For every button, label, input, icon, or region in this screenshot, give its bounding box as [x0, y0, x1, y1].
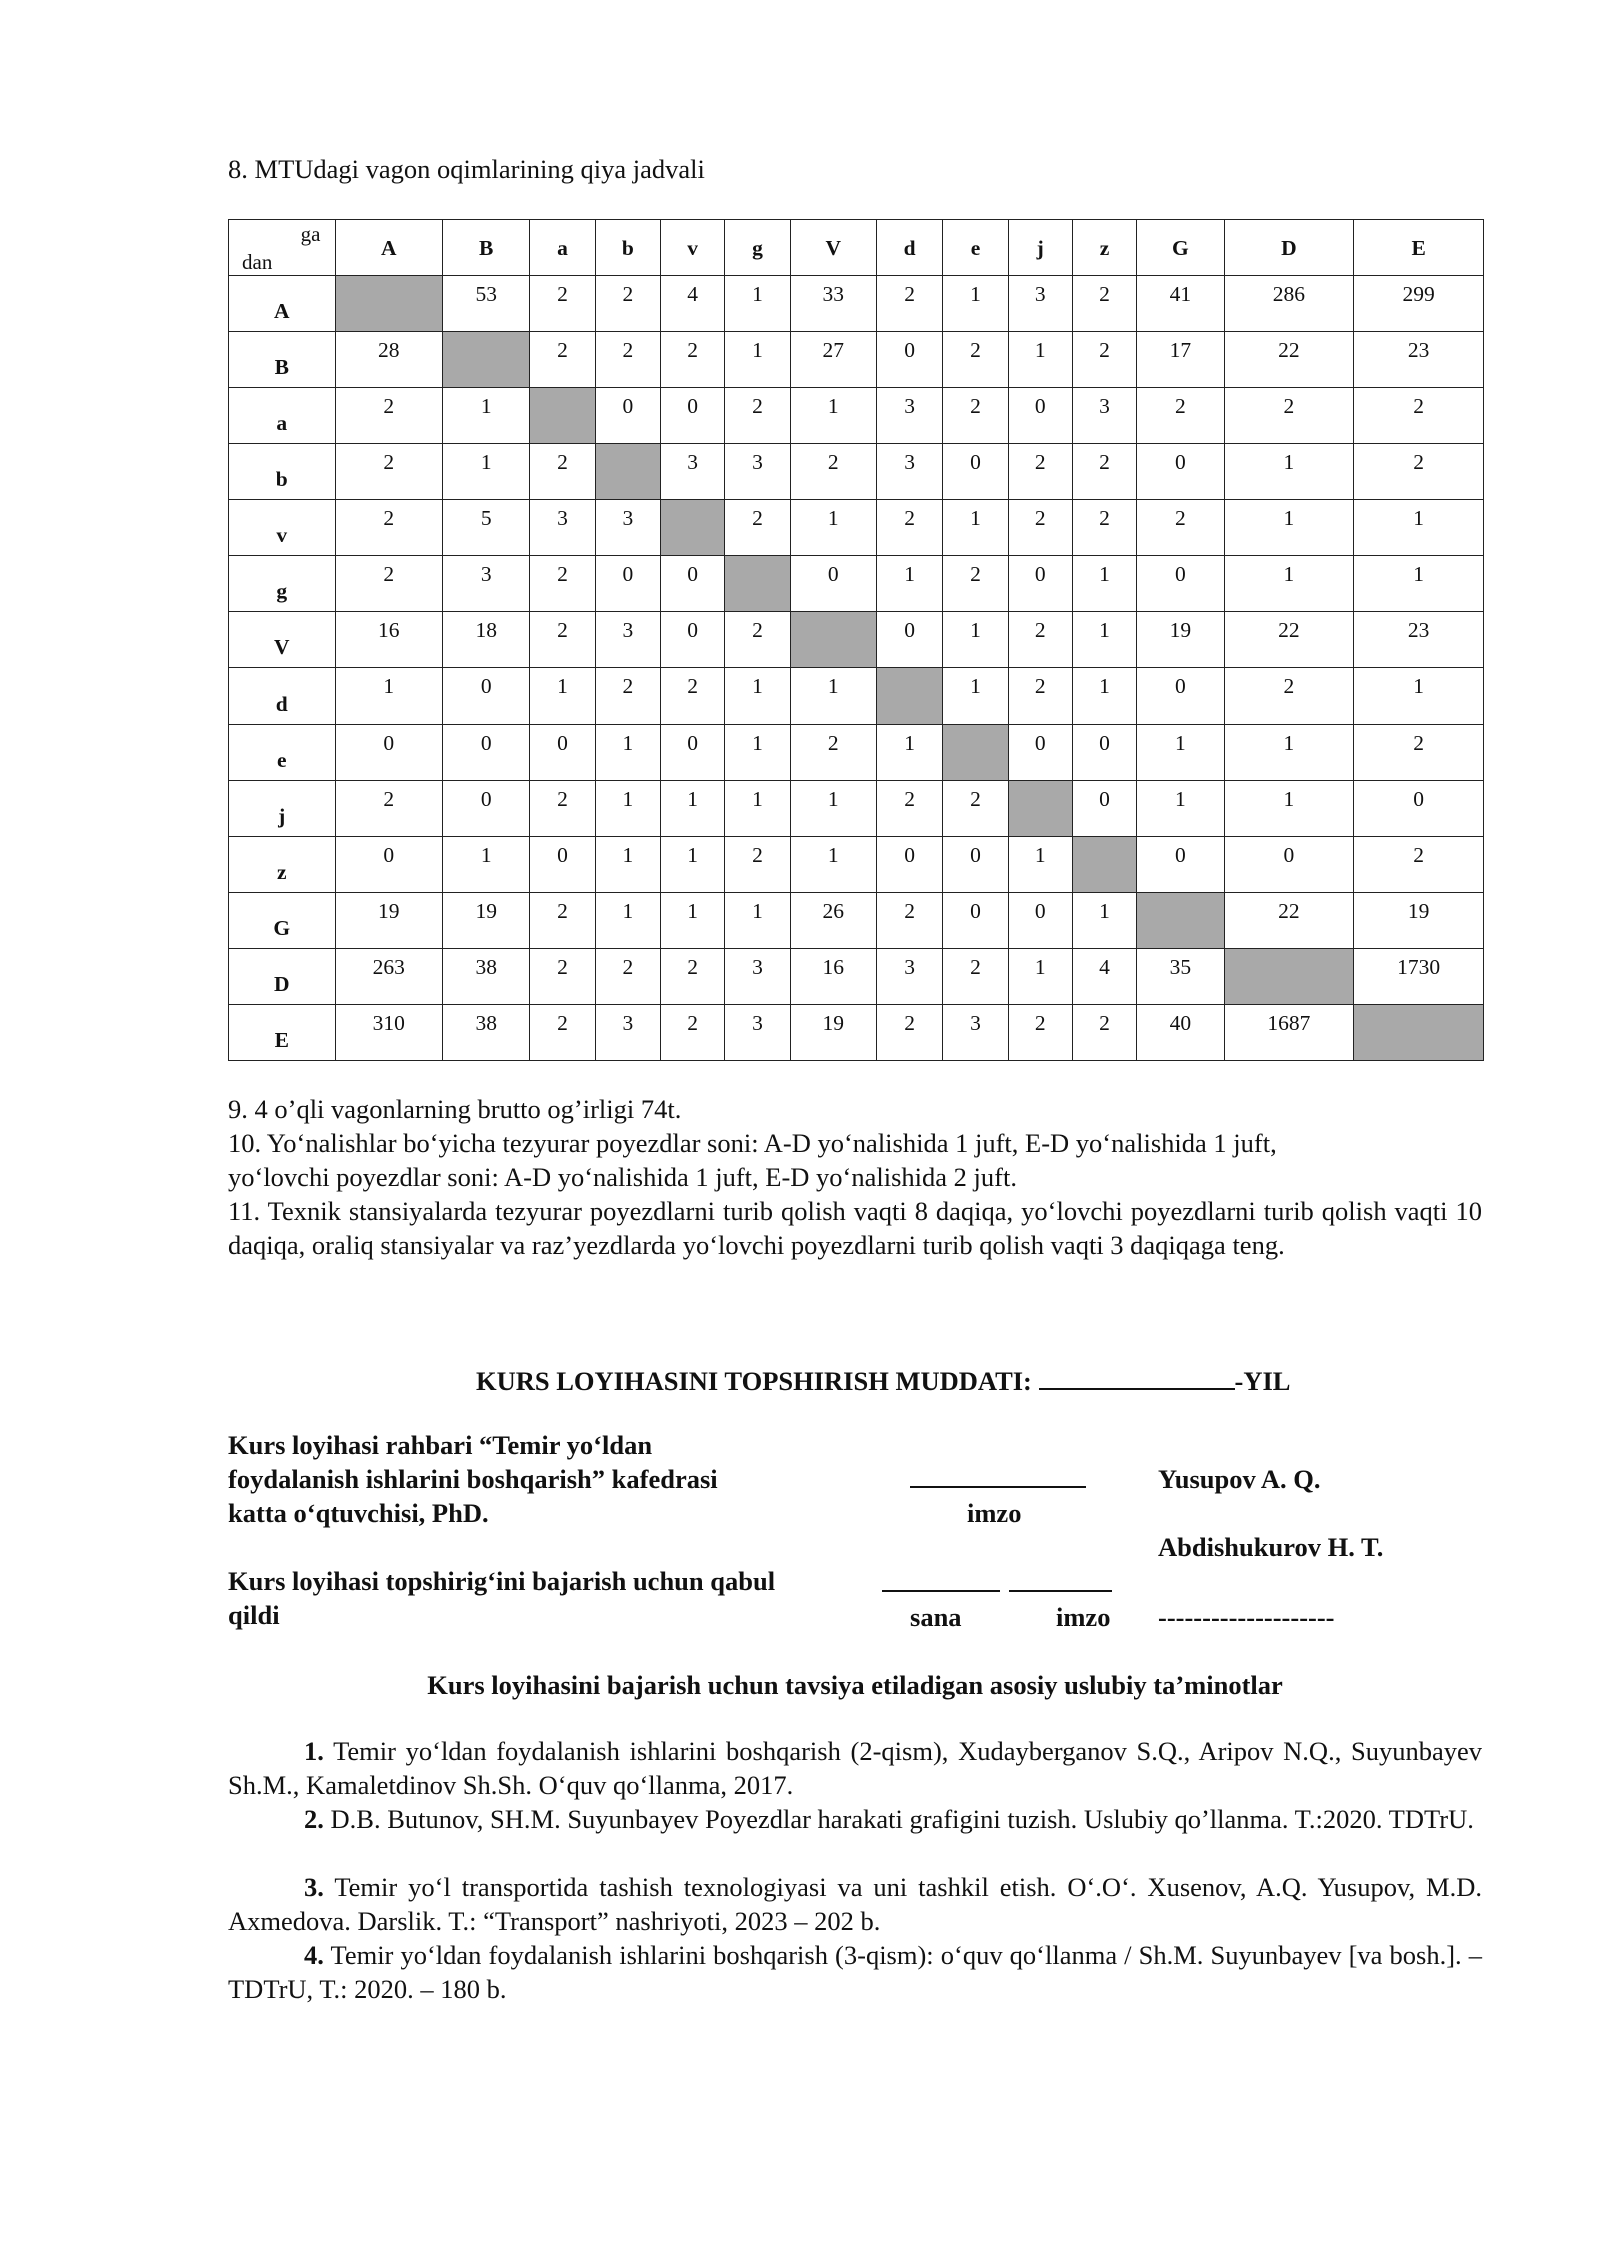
flow-cell: 0 — [943, 444, 1008, 500]
flow-cell: 2 — [725, 388, 790, 444]
flow-cell: 2 — [595, 332, 660, 388]
flow-cell: 4 — [661, 276, 725, 332]
flow-cell: 1 — [1224, 444, 1354, 500]
supervisor-signature-line — [910, 1466, 1086, 1488]
student-signature-caption: imzo — [1056, 1602, 1111, 1632]
flow-cell: 1 — [1008, 836, 1072, 892]
flow-cell: 0 — [1137, 668, 1224, 724]
table-row — [229, 444, 1484, 500]
flow-cell: 1 — [790, 668, 876, 724]
flow-cell: 19 — [790, 1004, 876, 1060]
flow-cell: 0 — [1008, 556, 1072, 612]
flow-cell: 19 — [1137, 612, 1224, 668]
flow-cell: 1730 — [1354, 948, 1484, 1004]
flow-cell: 2 — [1354, 388, 1484, 444]
flow-cell: 0 — [1224, 836, 1354, 892]
reference-text: Temir yoʻldan foydalanish ishlarini boshqarish (2-qism), Xudayberganov S.Q., Aripov N.Q., Suyunbayev Sh.M., Kamaletdinov Sh.Sh. Oʻquv qoʻllanma, 2017. — [228, 1736, 1482, 1800]
flow-cell: 38 — [443, 1004, 530, 1060]
flow-cell: 3 — [725, 444, 790, 500]
flow-cell: 2 — [877, 1004, 943, 1060]
row-header: B — [229, 332, 336, 388]
flow-cell: 1 — [943, 500, 1008, 556]
flow-cell: 2 — [335, 556, 443, 612]
flow-cell: 2 — [1137, 388, 1224, 444]
column-header: v — [661, 220, 725, 276]
flow-cell: 0 — [1354, 780, 1484, 836]
flow-cell: 1 — [335, 668, 443, 724]
deadline-line — [476, 1362, 1396, 1398]
flow-cell: 1 — [595, 724, 660, 780]
flow-cell: 22 — [1224, 892, 1354, 948]
flow-cell: 1 — [1354, 556, 1484, 612]
flow-cell: 0 — [335, 836, 443, 892]
flow-cell: 299 — [1354, 276, 1484, 332]
flow-cell: 3 — [877, 388, 943, 444]
flow-cell: 3 — [595, 500, 660, 556]
deadline-label: KURS LOYIHASINI TOPSHIRISH MUDDATI: — [476, 1366, 1032, 1396]
row-header: e — [229, 724, 336, 780]
flow-cell: 0 — [1072, 780, 1136, 836]
flow-cell: 1 — [725, 892, 790, 948]
flow-cell: 3 — [1008, 276, 1072, 332]
flow-cell: 41 — [1137, 276, 1224, 332]
flow-cell: 0 — [1137, 444, 1224, 500]
flow-cell: 3 — [530, 500, 595, 556]
flow-cell: 2 — [1354, 836, 1484, 892]
flow-cell: 2 — [530, 892, 595, 948]
flow-cell: 2 — [1224, 388, 1354, 444]
flow-cell: 1 — [725, 668, 790, 724]
flow-cell: 263 — [335, 948, 443, 1004]
flow-cell: 3 — [443, 556, 530, 612]
flow-cell: 1 — [595, 836, 660, 892]
table-row — [229, 388, 1484, 444]
reference-number: 2. — [304, 1804, 324, 1834]
column-header: V — [790, 220, 876, 276]
supervisor-line-2: foydalanish ishlarini boshqarish” kafedrasi — [228, 1464, 718, 1494]
reference-item — [228, 1938, 1482, 2006]
item-10-line-2: yoʻlovchi poyezdlar soni: A-D yoʻnalishida 1 juft, E-D yoʻnalishida 2 juft. — [228, 1162, 1017, 1192]
flow-cell: 2 — [943, 332, 1008, 388]
student-name: Abdishukurov H. T. — [1158, 1532, 1384, 1562]
row-header: b — [229, 444, 336, 500]
flow-cell: 16 — [335, 612, 443, 668]
diagonal-cell — [595, 444, 660, 500]
flow-cell: 1 — [1137, 780, 1224, 836]
table-row — [229, 724, 1484, 780]
flow-cell: 1 — [943, 276, 1008, 332]
flow-cell: 2 — [725, 836, 790, 892]
flow-cell: 17 — [1137, 332, 1224, 388]
flow-cell: 1 — [943, 668, 1008, 724]
flow-cell: 1 — [1008, 948, 1072, 1004]
column-header: z — [1072, 220, 1136, 276]
flow-cell: 1 — [877, 556, 943, 612]
flow-cell: 2 — [335, 780, 443, 836]
flow-cell: 1 — [443, 836, 530, 892]
column-header: e — [943, 220, 1008, 276]
item-11: 11. Texnik stansiyalarda tezyurar poyezdlarni turib qolish vaqti 8 daqiqa, yoʻlovchi poyezdlarni turib qolish vaqti 10 daqiqa, oraliq stansiyalar va raz’yezdlarda yoʻlovchi poyezdlarni turib qolish vaqti 3 daqiqaga teng. — [228, 1196, 1482, 1260]
student-date-caption: sana — [910, 1602, 962, 1632]
flow-cell: 1 — [790, 500, 876, 556]
flow-cell: 0 — [877, 612, 943, 668]
flow-cell: 1 — [1224, 724, 1354, 780]
flow-cell: 3 — [725, 1004, 790, 1060]
reference-text: Temir yoʻl transportida tashish texnologiyasi va uni tashkil etish. Oʻ.Oʻ. Xusenov, A.Q. Yusupov, M.D. Axmedova. Darslik. T.: “Transport” nashriyoti, 2023 – 202 b. — [228, 1872, 1482, 1936]
flow-cell: 2 — [877, 780, 943, 836]
flow-cell: 2 — [530, 948, 595, 1004]
flow-cell: 1 — [1224, 780, 1354, 836]
column-header: A — [335, 220, 443, 276]
flow-cell: 38 — [443, 948, 530, 1004]
flow-cell: 27 — [790, 332, 876, 388]
flow-cell: 1 — [790, 388, 876, 444]
flow-cell: 2 — [943, 556, 1008, 612]
row-header: A — [229, 276, 336, 332]
flow-cell: 0 — [661, 724, 725, 780]
flow-cell: 0 — [661, 612, 725, 668]
diagonal-cell — [1224, 948, 1354, 1004]
reference-text: D.B. Butunov, SH.M. Suyunbayev Poyezdlar harakati grafigini tuzish. Uslubiy qo’llanma. T.:2020. TDTrU. — [330, 1804, 1474, 1834]
flow-cell: 2 — [335, 388, 443, 444]
reference-item — [228, 1802, 1482, 1836]
flow-cell: 2 — [1072, 332, 1136, 388]
reference-number: 4. — [304, 1940, 324, 1970]
student-date-line — [882, 1570, 1000, 1592]
supervisor-line-1: Kurs loyihasi rahbari “Temir yoʻldan — [228, 1430, 653, 1460]
flow-cell: 3 — [943, 1004, 1008, 1060]
flow-cell: 16 — [790, 948, 876, 1004]
supervisor-name: Yusupov A. Q. — [1158, 1464, 1321, 1494]
row-header: v — [229, 500, 336, 556]
flow-cell: 1 — [595, 780, 660, 836]
flow-cell: 2 — [530, 444, 595, 500]
item-10-line-1: 10. Yoʻnalishlar boʻyicha tezyurar poyezdlar soni: A-D yoʻnalishida 1 juft, E-D yoʻnalishida 1 juft, — [228, 1128, 1277, 1158]
flow-cell: 0 — [1008, 724, 1072, 780]
flow-cell: 2 — [1072, 1004, 1136, 1060]
flow-cell: 2 — [661, 948, 725, 1004]
column-header: a — [530, 220, 595, 276]
diagonal-cell — [725, 556, 790, 612]
diagonal-cell — [661, 500, 725, 556]
supervisor-line-3: katta oʻqtuvchisi, PhD. — [228, 1498, 489, 1528]
student-line-2: qildi — [228, 1600, 280, 1630]
flow-cell: 0 — [443, 780, 530, 836]
flow-cell: 2 — [1008, 668, 1072, 724]
flow-cell: 2 — [1072, 500, 1136, 556]
diagonal-cell — [790, 612, 876, 668]
flow-cell: 1 — [725, 276, 790, 332]
flow-cell: 3 — [1072, 388, 1136, 444]
reference-item — [228, 1870, 1482, 1938]
flow-cell: 0 — [661, 388, 725, 444]
row-header: G — [229, 892, 336, 948]
flow-cell: 2 — [595, 948, 660, 1004]
flow-cell: 1 — [1072, 556, 1136, 612]
table-row — [229, 332, 1484, 388]
supervisor-signature-caption: imzo — [967, 1498, 1022, 1528]
flow-cell: 0 — [943, 836, 1008, 892]
diagonal-cell — [530, 388, 595, 444]
table-header-row — [229, 220, 1484, 276]
flow-cell: 1 — [1137, 724, 1224, 780]
flow-cell: 0 — [530, 836, 595, 892]
flow-cell: 1 — [1008, 332, 1072, 388]
flow-cell: 2 — [595, 668, 660, 724]
diagonal-cell — [1072, 836, 1136, 892]
flow-cell: 1 — [661, 780, 725, 836]
flow-cell: 3 — [595, 1004, 660, 1060]
flow-cell: 0 — [595, 556, 660, 612]
row-header: j — [229, 780, 336, 836]
flow-cell: 18 — [443, 612, 530, 668]
column-header: D — [1224, 220, 1354, 276]
flow-cell: 2 — [1072, 444, 1136, 500]
row-header: d — [229, 668, 336, 724]
flow-cell: 53 — [443, 276, 530, 332]
flow-cell: 2 — [1224, 668, 1354, 724]
flow-cell: 3 — [877, 948, 943, 1004]
flow-cell: 40 — [1137, 1004, 1224, 1060]
column-header: b — [595, 220, 660, 276]
row-header: E — [229, 1004, 336, 1060]
table-row — [229, 948, 1484, 1004]
column-header: G — [1137, 220, 1224, 276]
flow-cell: 1 — [943, 612, 1008, 668]
deadline-suffix: -YIL — [1234, 1366, 1291, 1396]
flow-cell: 2 — [530, 276, 595, 332]
column-header: B — [443, 220, 530, 276]
flow-cell: 2 — [335, 444, 443, 500]
flow-cell: 0 — [1137, 556, 1224, 612]
flow-cell: 2 — [595, 276, 660, 332]
flow-cell: 1 — [725, 780, 790, 836]
flow-cell: 22 — [1224, 612, 1354, 668]
flow-cell: 1 — [1224, 500, 1354, 556]
flow-cell: 2 — [943, 948, 1008, 1004]
item-9: 9. 4 o’qli vagonlarning brutto og’irligi 74t. — [228, 1094, 682, 1124]
flow-cell: 2 — [335, 500, 443, 556]
table-row — [229, 500, 1484, 556]
flow-cell: 1 — [1072, 612, 1136, 668]
flow-cell: 19 — [335, 892, 443, 948]
flow-cell: 2 — [725, 500, 790, 556]
reference-item — [228, 1734, 1482, 1802]
flow-cell: 2 — [530, 612, 595, 668]
column-header: g — [725, 220, 790, 276]
flow-cell: 310 — [335, 1004, 443, 1060]
reference-number: 3. — [304, 1872, 324, 1902]
flow-cell: 0 — [790, 556, 876, 612]
deadline-year-blank — [1039, 1362, 1235, 1390]
table-row — [229, 668, 1484, 724]
flow-cell: 3 — [661, 444, 725, 500]
row-header: D — [229, 948, 336, 1004]
flow-cell: 0 — [595, 388, 660, 444]
references-title: Kurs loyihasini bajarish uchun tavsiya etiladigan asosiy uslubiy ta’minotlar — [427, 1670, 1283, 1700]
flow-cell: 0 — [443, 724, 530, 780]
diagonal-cell — [1137, 892, 1224, 948]
flow-cell: 1 — [725, 724, 790, 780]
wagon-flow-matrix — [228, 219, 1484, 1061]
corner-from-label: dan — [242, 250, 273, 274]
table-row — [229, 612, 1484, 668]
flow-cell: 1 — [790, 780, 876, 836]
flow-cell: 2 — [661, 1004, 725, 1060]
flow-cell: 0 — [1072, 724, 1136, 780]
corner-cell — [229, 220, 336, 276]
flow-cell: 1 — [1072, 892, 1136, 948]
flow-cell: 28 — [335, 332, 443, 388]
table-row — [229, 556, 1484, 612]
flow-cell: 2 — [877, 500, 943, 556]
flow-cell: 2 — [530, 1004, 595, 1060]
flow-cell: 2 — [1137, 500, 1224, 556]
column-header: d — [877, 220, 943, 276]
flow-cell: 3 — [595, 612, 660, 668]
flow-cell: 2 — [790, 444, 876, 500]
table-row — [229, 780, 1484, 836]
flow-cell: 0 — [335, 724, 443, 780]
table-row — [229, 1004, 1484, 1060]
student-line-1: Kurs loyihasi topshirigʻini bajarish uchun qabul — [228, 1566, 776, 1596]
flow-cell: 1 — [1224, 556, 1354, 612]
diagonal-cell — [943, 724, 1008, 780]
diagonal-cell — [1008, 780, 1072, 836]
flow-cell: 2 — [877, 276, 943, 332]
flow-cell: 1 — [595, 892, 660, 948]
flow-cell: 2 — [1008, 612, 1072, 668]
table-row — [229, 892, 1484, 948]
column-header: j — [1008, 220, 1072, 276]
table-body — [229, 276, 1484, 1061]
flow-cell: 23 — [1354, 332, 1484, 388]
flow-cell: 2 — [530, 556, 595, 612]
flow-cell: 0 — [877, 332, 943, 388]
flow-cell: 1 — [1354, 500, 1484, 556]
flow-cell: 2 — [1354, 444, 1484, 500]
flow-cell: 2 — [530, 780, 595, 836]
flow-cell: 2 — [725, 612, 790, 668]
flow-cell: 1 — [443, 444, 530, 500]
reference-number: 1. — [304, 1736, 324, 1766]
flow-cell: 35 — [1137, 948, 1224, 1004]
flow-cell: 0 — [661, 556, 725, 612]
flow-cell: 0 — [1137, 836, 1224, 892]
flow-cell: 1 — [661, 892, 725, 948]
flow-cell: 2 — [1072, 276, 1136, 332]
flow-cell: 23 — [1354, 612, 1484, 668]
flow-cell: 0 — [1008, 892, 1072, 948]
diagonal-cell — [877, 668, 943, 724]
flow-cell: 33 — [790, 276, 876, 332]
diagonal-cell — [335, 276, 443, 332]
flow-cell: 1 — [725, 332, 790, 388]
student-signature-line — [1009, 1570, 1112, 1592]
flow-cell: 19 — [443, 892, 530, 948]
row-header: g — [229, 556, 336, 612]
flow-cell: 1 — [1072, 668, 1136, 724]
flow-cell: 5 — [443, 500, 530, 556]
flow-cell: 2 — [1354, 724, 1484, 780]
flow-cell: 4 — [1072, 948, 1136, 1004]
flow-cell: 2 — [1008, 444, 1072, 500]
flow-cell: 1 — [1354, 668, 1484, 724]
flow-cell: 2 — [943, 388, 1008, 444]
flow-cell: 2 — [943, 780, 1008, 836]
table-row — [229, 276, 1484, 332]
diagonal-cell — [1354, 1004, 1484, 1060]
flow-cell: 3 — [725, 948, 790, 1004]
flow-cell: 2 — [1008, 500, 1072, 556]
flow-cell: 22 — [1224, 332, 1354, 388]
flow-cell: 0 — [943, 892, 1008, 948]
table-row — [229, 836, 1484, 892]
flow-cell: 1 — [530, 668, 595, 724]
flow-cell: 1 — [443, 388, 530, 444]
corner-to-label: ga — [300, 222, 321, 246]
row-header: V — [229, 612, 336, 668]
flow-cell: 2 — [661, 668, 725, 724]
column-header: E — [1354, 220, 1484, 276]
flow-cell: 2 — [877, 892, 943, 948]
diagonal-cell — [443, 332, 530, 388]
flow-cell: 0 — [877, 836, 943, 892]
flow-cell: 2 — [661, 332, 725, 388]
flow-cell: 19 — [1354, 892, 1484, 948]
flow-cell: 0 — [443, 668, 530, 724]
flow-cell: 26 — [790, 892, 876, 948]
flow-cell: 0 — [530, 724, 595, 780]
table-title: 8. MTUdagi vagon oqimlarining qiya jadvali — [228, 154, 705, 184]
flow-cell: 1 — [661, 836, 725, 892]
flow-cell: 1687 — [1224, 1004, 1354, 1060]
flow-cell: 2 — [790, 724, 876, 780]
flow-cell: 1 — [877, 724, 943, 780]
flow-cell: 2 — [1008, 1004, 1072, 1060]
row-header: z — [229, 836, 336, 892]
flow-cell: 1 — [790, 836, 876, 892]
flow-cell: 286 — [1224, 276, 1354, 332]
flow-cell: 3 — [877, 444, 943, 500]
flow-cell: 2 — [530, 332, 595, 388]
flow-cell: 0 — [1008, 388, 1072, 444]
reference-text: Temir yoʻldan foydalanish ishlarini boshqarish (3-qism): oʻquv qoʻllanma / Sh.M. Suyunbayev [va bosh.]. – TDTrU, T.: 2020. – 180 b. — [228, 1940, 1482, 2004]
row-header: a — [229, 388, 336, 444]
student-dashes: -------------------- — [1158, 1602, 1335, 1632]
